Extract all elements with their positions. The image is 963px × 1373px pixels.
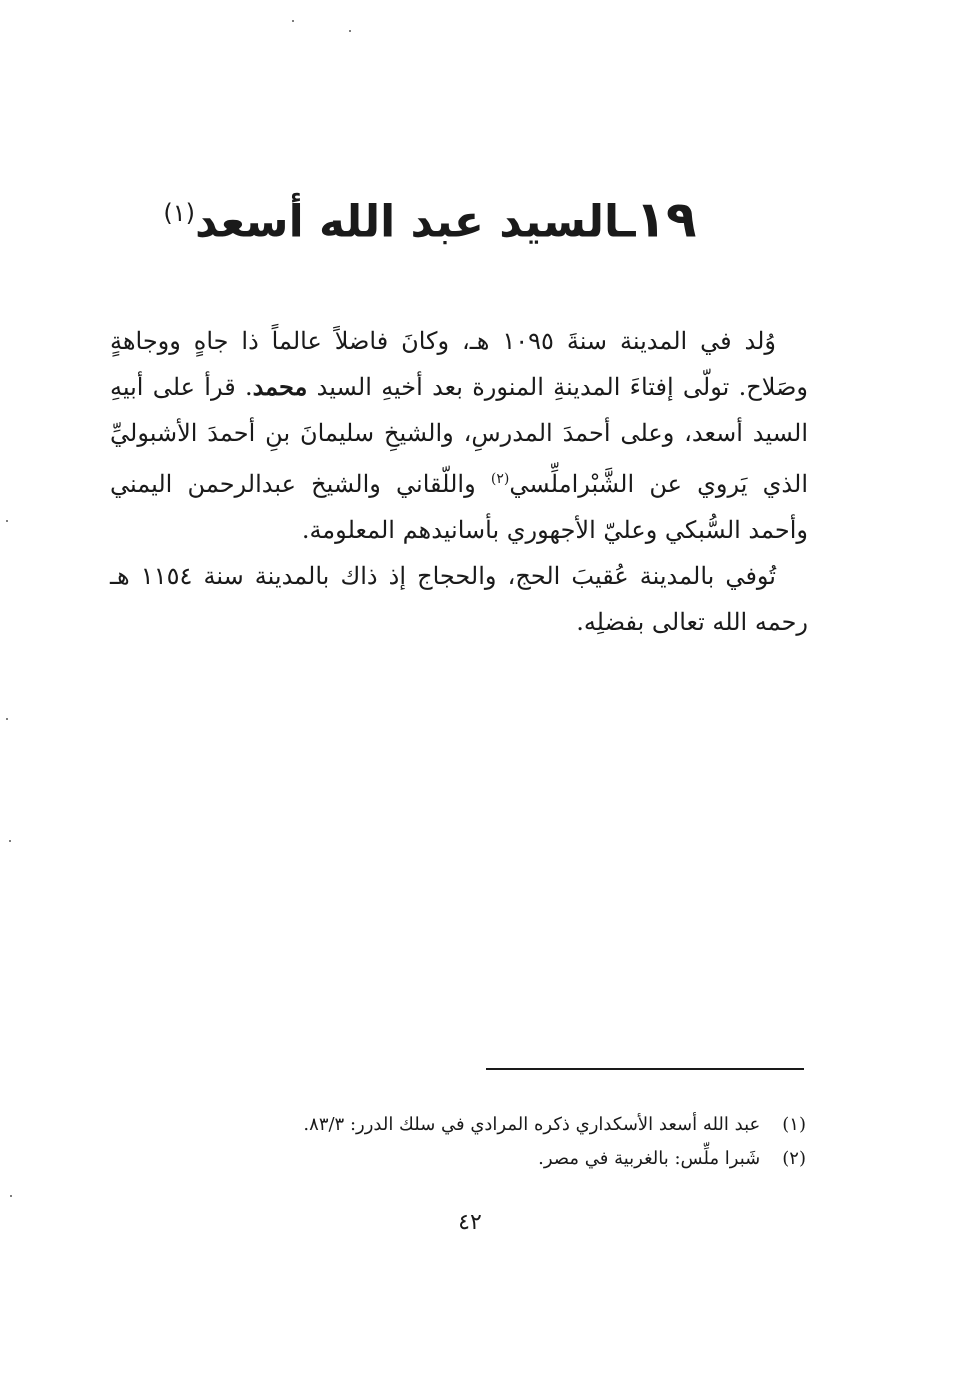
entry-title: السيد عبد الله أسعد bbox=[195, 196, 621, 248]
biography-text bbox=[110, 318, 808, 645]
heading-separator: ـ bbox=[620, 196, 636, 248]
paragraph-text: تُوفي بالمدينة عُقيبَ الحج، والحجاج إذ ذاك بالمدينة سنة ١١٥٤ هـ رحمه الله تعالى بفضلِه. bbox=[110, 562, 808, 636]
paragraph bbox=[110, 553, 808, 645]
entry-number: ١٩ bbox=[635, 190, 697, 249]
scan-speck bbox=[292, 20, 294, 22]
scan-speck bbox=[6, 718, 8, 720]
page-number: ٤٢ bbox=[458, 1210, 482, 1235]
heading-footnote-ref: (١) bbox=[163, 199, 196, 227]
paragraph-text: وُلد في المدينة سنةَ ١٠٩٥ هـ، وكانَ فاضلاً عالماً ذا جاهٍ ووجاهةٍ وصَلاح. تولّى إفتاءَ المدينةِ المنورة بعد أخيهِ السيد bbox=[110, 327, 809, 401]
entry-heading bbox=[150, 178, 710, 258]
footnote bbox=[200, 1142, 806, 1176]
scan-speck bbox=[6, 520, 8, 522]
scan-speck bbox=[10, 1195, 12, 1197]
footnote-marker: (٢) bbox=[782, 1148, 806, 1169]
paragraph-text: واللّقاني والشيخ عبدالرحمن اليمني وأحمد السُّبكي وعليّ الأجهوري بأسانيدهم المعلومة. bbox=[110, 470, 808, 544]
scan-speck bbox=[349, 30, 351, 32]
paragraph bbox=[110, 318, 808, 553]
footnote-divider bbox=[486, 1068, 804, 1070]
paragraph-text: . قرأ على أبيهِ السيد أسعد، وعلى أحمدَ المدرسِ، والشيخِ سليمانَ بنِ أحمدَ الأشبوليِّ الذي يَروي عن الشَّبْراملِّسي bbox=[110, 373, 808, 498]
footnote-text: عبد الله أسعد الأسكداري ذكره المرادي في سلك الدرر: ٨٣/٣. bbox=[303, 1114, 761, 1135]
footnote-ref: (٢) bbox=[490, 471, 510, 487]
footnote bbox=[200, 1108, 806, 1142]
footnote-text: شَبرا ملِّس: بالغربية في مصر. bbox=[538, 1148, 761, 1169]
scan-speck bbox=[9, 840, 11, 842]
footnotes bbox=[200, 1108, 806, 1176]
paragraph-text: محمد bbox=[252, 372, 308, 401]
footnote-marker: (١) bbox=[782, 1114, 806, 1135]
